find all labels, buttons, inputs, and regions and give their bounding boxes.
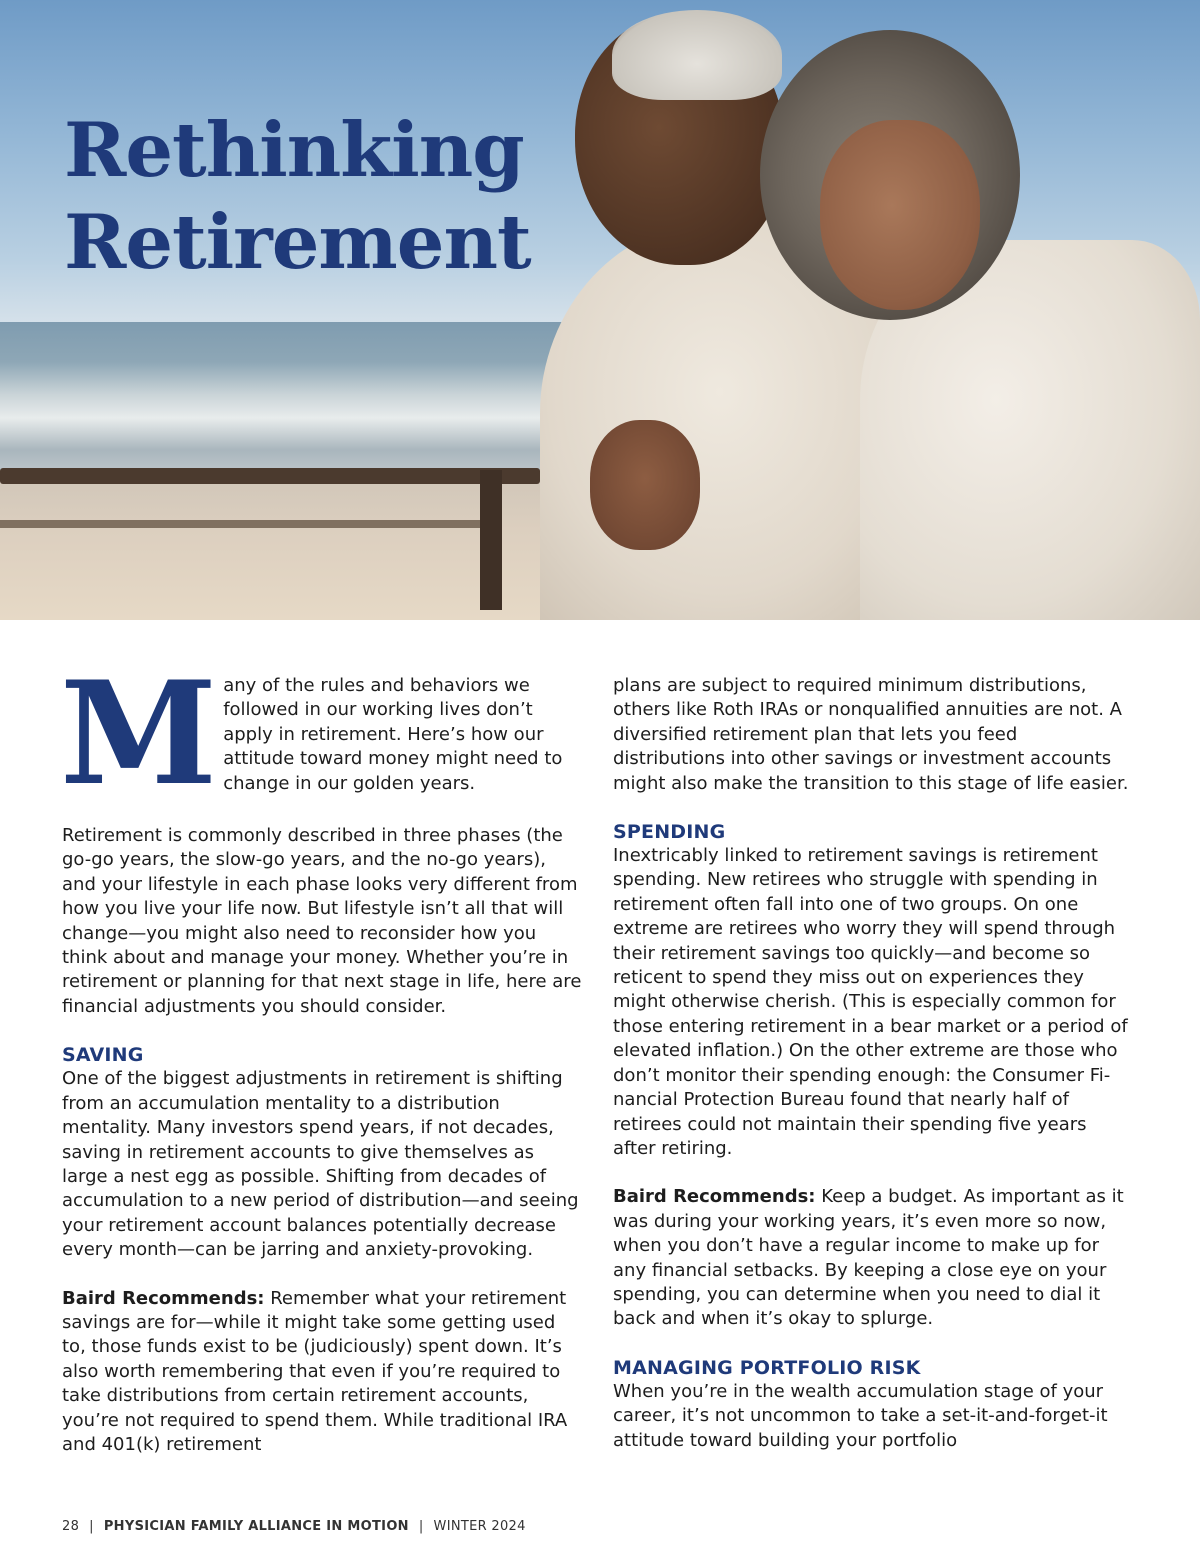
article-column-right — [613, 674, 1133, 1453]
spending-paragraph: Inextricably linked to retirement savings is retirement spending. New retirees who struggle with spending in retirement often fall into one of two groups. On one extreme are retirees who worry they will spend through their retirement savings too quickly—and become so reticent to spend they miss out on experiences they might otherwise cherish. (This is especially common for those entering retirement in a bear market or a period of elevated inflation.) On the other extreme are those who don’t monitor their spending enough: the Consumer Financial Protection Bureau found that nearly half of retirees could not maintain their spending five years after retiring. — [613, 845, 1128, 1159]
saving-recommendation — [62, 1287, 582, 1458]
phases-paragraph: Retirement is commonly described in three phases (the go-go years, the slow-go years, and the no-go years), and your lifestyle in each phase looks very different from how you live your life now. But lifestyle isn’t all that will change—you might also need to reconsider how you think about and manage your money. Whether you’re in retirement or planning for that next stage in life, here are financial adjustments you should consider. — [62, 825, 582, 1017]
saving-continued-paragraph: plans are subject to required minimum distributions, others like Roth IRAs or nonqualified annuities are not. A diversified retirement plan that lets you feed distributions into other savings or investment accounts might also make the transition to this stage of life easier. — [613, 675, 1129, 794]
drop-cap: M — [60, 651, 218, 817]
publication-name: PHYSICIAN FAMILY ALLIANCE IN MOTION — [103, 1519, 409, 1534]
intro-paragraph — [60, 651, 582, 817]
footer-separator: | — [89, 1519, 94, 1534]
hero-photo — [0, 0, 1200, 620]
title-line-1: Rethinking — [64, 106, 524, 194]
recommendation-text: Keep a budget. As important as it was during your working years, it’s even more so now, when you don’t have a regular income to make up for any financial setbacks. By keeping a close eye on your spending, you can determine when you need to dial it back and when it’s okay to splurge. — [613, 1186, 1124, 1330]
spending-heading: SPENDING — [613, 821, 726, 844]
article-title — [64, 104, 531, 288]
page-footer — [62, 1519, 526, 1534]
issue-date: WINTER 2024 — [433, 1519, 526, 1534]
spending-recommendation — [613, 1185, 1133, 1331]
boardwalk-railing — [0, 468, 540, 484]
recommendation-label: Baird Recommends: — [613, 1186, 816, 1208]
intro-text: any of the rules and behaviors we followed in our working lives don’t apply in retirement. Here’s how our attitude toward money might need to change in our golden years. — [223, 675, 563, 794]
portfolio-risk-heading: MANAGING PORTFOLIO RISK — [613, 1356, 921, 1379]
man-hair — [612, 10, 782, 100]
portfolio-risk-paragraph: When you’re in the wealth accumulation stage of your career, it’s not uncommon to take a set-it-and-forget-it attitude toward building your portfolio — [613, 1380, 1108, 1451]
boardwalk-railing-lower — [0, 520, 490, 528]
article-column-left — [60, 651, 582, 1457]
title-line-2: Retirement — [64, 198, 531, 286]
page-number: 28 — [62, 1519, 80, 1534]
saving-paragraph: One of the biggest adjustments in retirement is shifting from an accumulation mentality to a distribution mentality. Many investors spend years, if not decades, saving in retirement accounts to give themselves as large a nest egg as possible. Shifting from decades of accumulation to a new period of distribution—and seeing your retirement account balances potentially decrease every month—can be jarring and anxiety-provoking. — [62, 1068, 579, 1261]
footer-separator: | — [418, 1519, 424, 1534]
woman-face — [820, 120, 980, 310]
railing-post — [480, 470, 502, 610]
clasped-hands — [590, 420, 700, 550]
recommendation-label: Baird Recommends: — [62, 1287, 265, 1309]
recommendation-text: Remember what your retirement savings are for—while it might take some getting used to, those funds exist to be (judiciously) spent down. It’s also worth remembering that even if you’re required to take distributions from certain retirement accounts, you’re not required to spend them. While traditional IRA and 401(k) retirement — [62, 1287, 568, 1455]
saving-heading: SAVING — [62, 1044, 144, 1067]
